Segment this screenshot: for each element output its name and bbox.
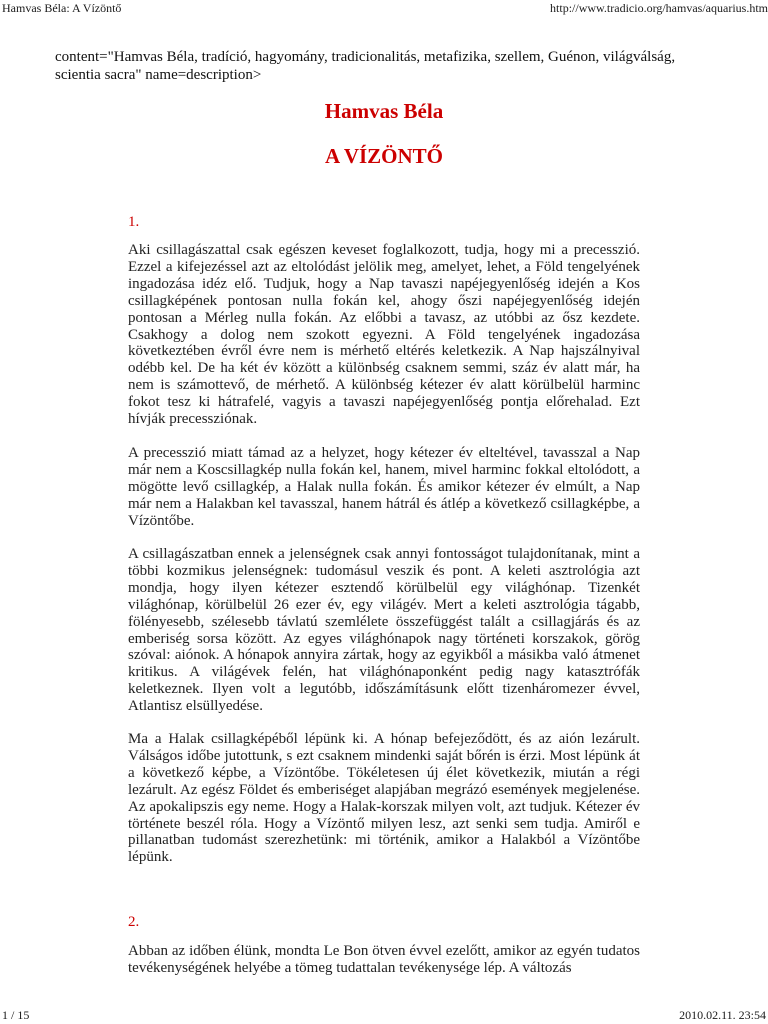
section-number-2: 2. xyxy=(128,914,140,930)
paragraph-1-1: Aki csillagászattal csak egészen keveset foglalkozott, tudja, hogy mi a precesszió. Ezzel a kifejezéssel azt az eltolódást jelölik meg, amelyet, lehet, a Föld tengelyének ingadozása idéz elő. Tudjuk, hogy a Nap tavaszi napéjegyenlőség idején a Kos csillagképének pontosan nulla fokán kel, ahogy őszi napéjegyenlőség idején pontosan a Mérleg nulla fokán. Az előbbi a tavasz, az utóbbi az ősz kezdete. Csakhogy a dolog nem szokott egyezni. A Föld tengelyének ingadozása következtében évről évre nem is mérhető eltérés keletkezik. A Nap hajszálnyival odébb kel. De ha két év között a különbség csaknem semmi, száz év alatt már, ha nem is számottevő, de mérhető. A különbség kétezer év alatt körülbelül harminc fokot tesz ki hátrafelé, vagyis a tavaszi napéjegyenlőség pontja előrehalad. Ezt hívják precessziónak. xyxy=(128,242,640,428)
print-header-url: http://www.tradicio.org/hamvas/aquarius.htm xyxy=(550,1,768,15)
section-number-1: 1. xyxy=(128,214,140,230)
print-timestamp: 2010.02.11. 23:54 xyxy=(679,1008,766,1022)
paragraph-1-2: A precesszió miatt támad az a helyzet, hogy kétezer év elteltével, tavasszal a Nap már nem a Koscsillagkép nulla fokán kel, hanem, mivel harminc fokkal eltolódott, a mögötte levő csillagkép, a Halak nulla fokán. És amikor kétezer év elmúlt, a Nap már nem a Halakban kel tavasszal, hanem hátrál és átlép a következő csillagképbe, a Vízöntőbe. xyxy=(128,445,640,529)
paragraph-1-4: Ma a Halak csillagképéből lépünk ki. A hónap befejeződött, és az aión lezárult. Válságos időbe jutottunk, s ezt csaknem mindenki saját bőrén is érzi. Most lépünk át a következő képbe, a Vízöntőbe. Tökéletesen új élet következik, miután a régi lezárult. Az egész Földet és emberiséget alapjában megrázó események megjelenése. Az apokalipszis egy neme. Hogy a Halak-korszak milyen volt, azt tudjuk. Kétezer év története beszél róla. Hogy a Vízöntő milyen lesz, azt senki sem tudja. Amiről e pillanatban tudomást szerezhetünk: mi történik, amikor a Halakból a Vízöntőbe lépünk. xyxy=(128,731,640,866)
author-heading: Hamvas Béla xyxy=(324,99,444,123)
print-header xyxy=(0,0,768,14)
print-header-title: Hamvas Béla: A Vízöntő xyxy=(2,1,122,15)
paragraph-1-3: A csillagászatban ennek a jelenségnek csak annyi fontosságot tulajdonítanak, mint a többi kozmikus jelenségnek: tudomásul veszik és pont. A keleti asztrológia azt mondja, hogy ilyen kétezer esztendő körülbelül egy világhónap. Tizenkét világhónap, körülbelül 26 ezer év, egy világév. Mert a keleti asztrológia tágabb, fölényesebb, szélesebb távlatú szemlélete összefüggést talált a csillagjárás és az emberiség sorsa között. Az egyes világhónapok nagy történeti korszakok, görög szóval: aiónok. A hónapok annyira zártak, hogy az egyikből a másikba való átmenet kritikus. A világévek felén, hat világhónaponként pedig nagy katasztrófák keletkeznek. Ilyen volt a legutóbb, időszámításunk előtt tizenháromezer évvel, Atlantisz elsüllyedése. xyxy=(128,546,640,715)
paragraph-2-1: Abban az időben élünk, mondta Le Bon ötven évvel ezelőtt, amikor az egyén tudatos tevékenységének helyébe a tömeg tudattalan tevékenysége lép. A változás xyxy=(128,943,640,976)
meta-description-text: content="Hamvas Béla, tradíció, hagyomány, tradicionalitás, metafizika, szellem, Guénon, világválság, scientia sacra" name=description> xyxy=(55,49,676,83)
print-footer xyxy=(0,1008,768,1024)
page-title: A VÍZÖNTŐ xyxy=(324,144,444,168)
page-counter: 1 / 15 xyxy=(2,1008,30,1022)
